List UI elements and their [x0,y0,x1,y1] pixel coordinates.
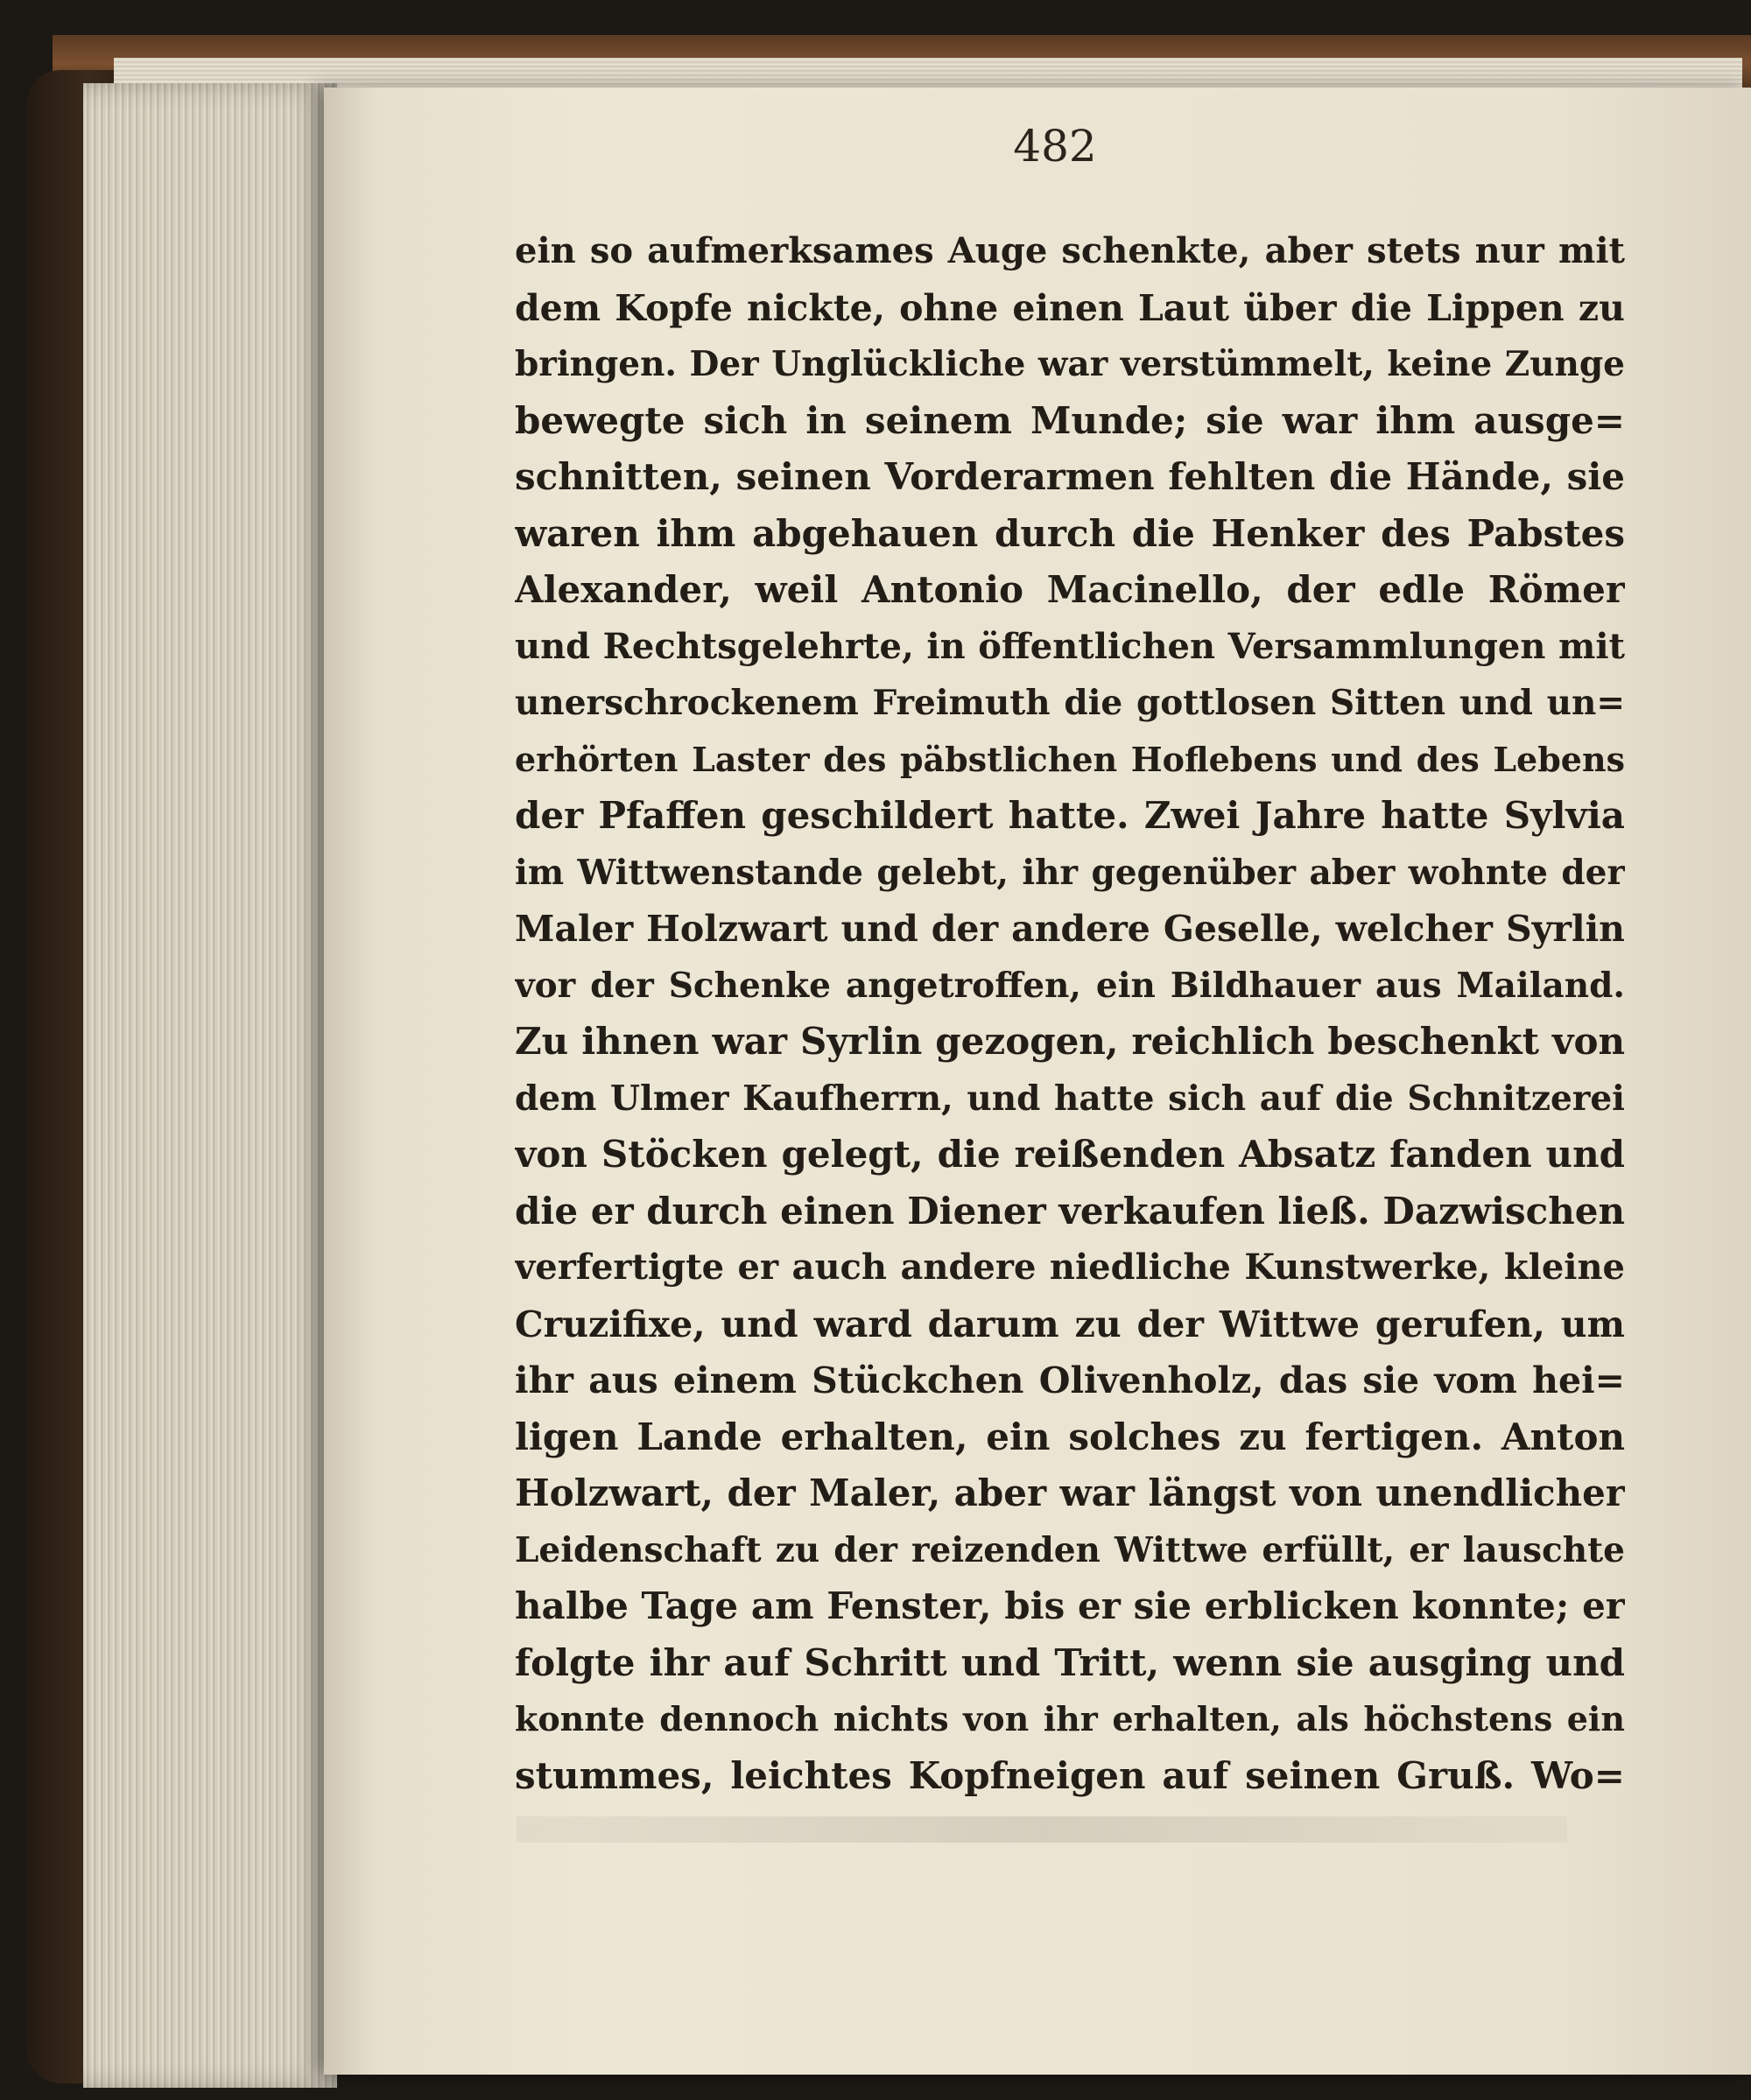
bleed-through-shadow [517,1816,1567,1843]
text-line: konnte dennoch nichts von ihr erhalten, als höchstens ein [515,1699,1625,1738]
text-line: schnitten, seinen Vorderarmen fehlten die Hände, sie [515,455,1625,498]
text-line: halbe Tage am Fenster, bis er sie erblicken konnte; er [515,1584,1625,1627]
text-line: erhörten Laster des päbstlichen Hoflebens und des Lebens [515,739,1625,779]
text-line: folgte ihr auf Schritt und Tritt, wenn sie ausging und [515,1640,1625,1684]
text-line: die er durch einen Diener verkaufen ließ. Dazwischen [515,1189,1625,1233]
text-line: verfertigte er auch andere niedliche Kunstwerke, kleine [515,1247,1625,1288]
text-line: ihr aus einem Stückchen Olivenholz, das sie vom hei= [515,1359,1625,1401]
text-line: Leidenschaft zu der reizenden Wittwe erfüllt, er lauschte [515,1529,1625,1570]
text-line: bringen. Der Unglückliche war verstümmelt, keine Zunge [515,344,1625,384]
text-line: Holzwart, der Maler, aber war längst von unendlicher [515,1471,1625,1514]
text-line: unerschrockenem Freimuth die gottlosen Sitten und un= [515,683,1625,723]
text-line: Maler Holzwart und der andere Geselle, welcher Syrlin [515,908,1625,950]
page-block-side [83,83,337,2088]
text-line: von Stöcken gelegt, die reißenden Absatz fanden und [515,1133,1625,1176]
text-line: Alexander, weil Antonio Macinello, der edle Römer [515,568,1625,611]
text-line: und Rechtsgelehrte, in öffentlichen Versammlungen mit [515,625,1625,667]
text-line: ligen Lande erhalten, ein solches zu fertigen. Anton [515,1415,1625,1458]
text-line: im Wittwenstande gelebt, ihr gegenüber aber wohnte der [515,852,1625,893]
text-line: der Pfaffen geschildert hatte. Zwei Jahre hatte Sylvia [515,794,1625,837]
text-line: waren ihm abgehauen durch die Henker des Pabstes [515,511,1625,555]
text-line: stummes, leichtes Kopfneigen auf seinen Gruß. Wo= [515,1753,1625,1797]
page-number: 482 [1013,121,1097,172]
text-line: bewegte sich in seinem Munde; sie war ihm ausge= [515,398,1625,442]
text-line: dem Kopfe nickte, ohne einen Laut über die Lippen zu [515,286,1625,329]
text-line: Cruzifixe, und ward darum zu der Wittwe gerufen, um [515,1303,1625,1345]
text-line: vor der Schenke angetroffen, ein Bildhauer aus Mailand. [515,965,1625,1006]
text-line: Zu ihnen war Syrlin gezogen, reichlich beschenkt von [515,1020,1625,1063]
text-line: dem Ulmer Kaufherrn, und hatte sich auf die Schnitzerei [515,1078,1625,1119]
page-body-text [515,223,1625,1825]
text-line: ein so aufmerksames Auge schenkte, aber stets nur mit [515,230,1625,271]
